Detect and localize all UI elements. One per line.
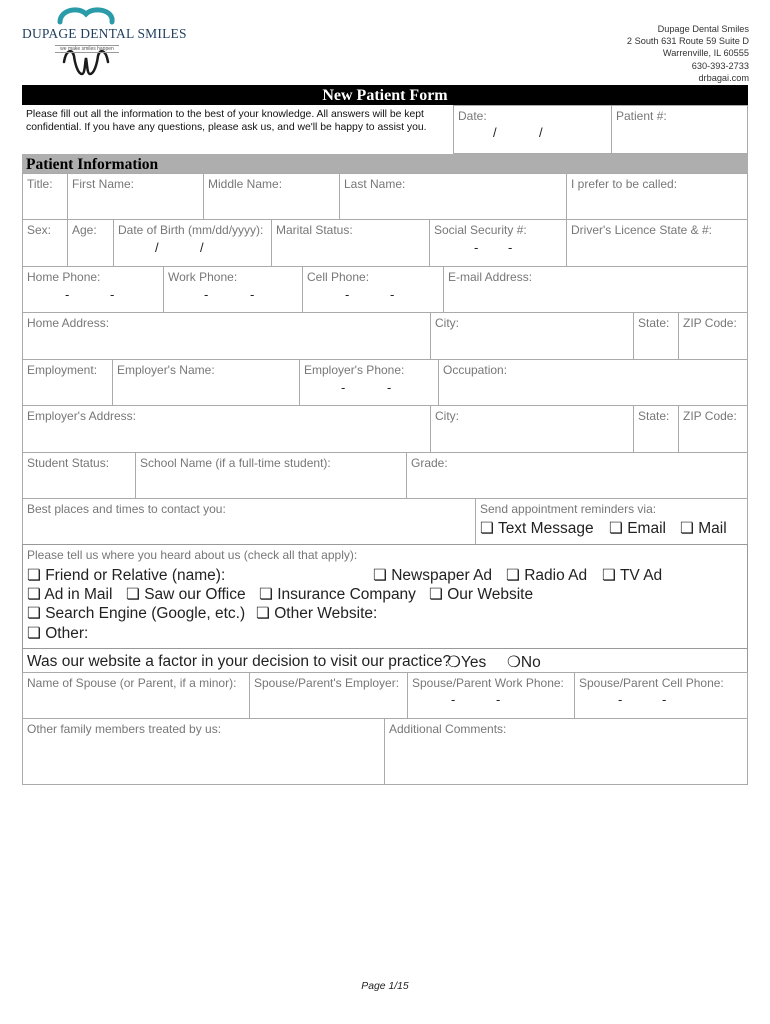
other-checkbox[interactable]	[27, 624, 88, 643]
phone-dash: -	[618, 692, 623, 707]
checkbox-icon: ❏	[609, 520, 623, 537]
checkbox-icon: ❏	[680, 520, 694, 537]
field-label: Date of Birth (mm/dd/yyyy):	[118, 223, 264, 237]
date-slash: /	[493, 125, 497, 140]
field-label: Please tell us where you heard about us (check all that apply):	[27, 548, 358, 562]
website-question	[22, 648, 748, 673]
field-label: Driver's Licence State & #:	[571, 223, 713, 237]
newspaper-checkbox[interactable]	[373, 566, 492, 585]
ad-in-mail-checkbox[interactable]	[27, 585, 112, 604]
dob-slash: /	[155, 240, 159, 255]
website-no-radio[interactable]	[507, 653, 541, 672]
field-label: School Name (if a full-time student):	[140, 456, 331, 470]
insurance-checkbox[interactable]	[259, 585, 416, 604]
phone-dash: -	[65, 287, 70, 302]
preferred-name-field[interactable]	[566, 173, 748, 220]
field-label: Home Phone:	[27, 270, 101, 284]
website-question-text: Was our website a factor in your decision to visit our practice?	[27, 653, 452, 670]
checkbox-icon: ❏	[27, 625, 41, 642]
field-label: E-mail Address:	[448, 270, 533, 284]
field-label: Cell Phone:	[307, 270, 370, 284]
email-field[interactable]	[443, 266, 748, 313]
date-field[interactable]	[453, 105, 612, 154]
field-label: Middle Name:	[208, 177, 283, 191]
grade-field[interactable]	[406, 452, 748, 499]
intro-text: Please fill out all the information to the best of your knowledge. All answers will be kept confidential. If you have any questions, please ask us, and we'll be happy to assist you.	[26, 109, 427, 134]
marital-status-field[interactable]	[271, 219, 430, 267]
option-label: Other:	[45, 625, 89, 642]
phone-dash: -	[390, 287, 395, 302]
dob-slash: /	[200, 240, 204, 255]
checkbox-icon: ❏	[429, 586, 443, 603]
option-label: Email	[627, 520, 666, 537]
friend-checkbox[interactable]	[27, 566, 225, 585]
employer-address-field[interactable]	[22, 405, 431, 453]
address-line: 2 South 631 Route 59 Suite D	[626, 36, 749, 47]
saw-office-checkbox[interactable]	[126, 585, 246, 604]
spouse-cell-phone-field[interactable]	[574, 672, 748, 719]
ssn-field[interactable]	[429, 219, 567, 267]
phone-dash: -	[387, 380, 392, 395]
logo	[22, 6, 187, 80]
website-yes-radio[interactable]	[447, 653, 486, 672]
heard-about-section	[22, 544, 748, 649]
field-label: Name of Spouse (or Parent, if a minor):	[27, 676, 237, 690]
student-status-field[interactable]	[22, 452, 136, 499]
field-label: Employer's Phone:	[304, 363, 405, 377]
middle-name-field[interactable]	[203, 173, 340, 220]
field-label: Sex:	[27, 223, 52, 237]
best-contact-field[interactable]	[22, 498, 476, 545]
reminder-text-checkbox[interactable]	[480, 519, 594, 538]
field-label: ZIP Code:	[683, 316, 737, 330]
cell-phone-field[interactable]	[302, 266, 444, 313]
title-field[interactable]	[22, 173, 68, 220]
city-field[interactable]	[430, 312, 634, 360]
phone-dash: -	[451, 692, 456, 707]
field-label: Employer's Name:	[117, 363, 215, 377]
section-title: Patient Information	[22, 154, 748, 173]
ssn-dash: -	[508, 240, 513, 255]
checkbox-icon: ❏	[506, 567, 520, 584]
search-engine-checkbox[interactable]	[27, 604, 245, 623]
option-label: Yes	[460, 654, 487, 671]
our-website-checkbox[interactable]	[429, 585, 533, 604]
field-label: City:	[435, 316, 459, 330]
form-title: New Patient Form	[22, 85, 748, 105]
option-label: Text Message	[497, 520, 594, 537]
school-name-field[interactable]	[135, 452, 407, 499]
option-label: Friend or Relative (name):	[45, 567, 226, 584]
employer-name-field[interactable]	[112, 359, 300, 406]
checkbox-icon: ❏	[480, 520, 494, 537]
radio-ad-checkbox[interactable]	[506, 566, 587, 585]
reminders-field	[475, 498, 748, 545]
drivers-licence-field[interactable]	[566, 219, 748, 267]
checkbox-icon: ❏	[126, 586, 140, 603]
field-label: Employer's Address:	[27, 409, 137, 423]
reminder-email-checkbox[interactable]	[609, 519, 666, 538]
field-label: Employment:	[27, 363, 98, 377]
sex-field[interactable]	[22, 219, 68, 267]
address-line: drbagai.com	[698, 72, 749, 83]
field-label: City:	[435, 409, 459, 423]
employer-phone-field[interactable]	[299, 359, 439, 406]
phone-dash: -	[204, 287, 209, 302]
field-label: State:	[638, 409, 670, 423]
field-label: State:	[638, 316, 670, 330]
checkbox-icon: ❏	[27, 567, 41, 584]
field-label: Other family members treated by us:	[27, 722, 222, 736]
first-name-field[interactable]	[67, 173, 204, 220]
option-label: Insurance Company	[277, 586, 416, 603]
checkbox-icon: ❏	[373, 567, 387, 584]
field-label: Title:	[27, 177, 53, 191]
option-label: Mail	[698, 520, 727, 537]
patient-number-field[interactable]	[611, 105, 748, 154]
field-label: Spouse/Parent Work Phone:	[412, 676, 564, 690]
date-label: Date:	[458, 109, 487, 123]
option-label: Our Website	[447, 586, 534, 603]
work-phone-field[interactable]	[163, 266, 303, 313]
employer-city-field[interactable]	[430, 405, 634, 453]
checkbox-icon: ❏	[27, 586, 41, 603]
employer-state-field[interactable]	[633, 405, 679, 453]
address-line: 630-393-2733	[691, 60, 749, 71]
phone-dash: -	[110, 287, 115, 302]
family-members-field[interactable]	[22, 718, 385, 785]
field-label: Spouse/Parent Cell Phone:	[579, 676, 724, 690]
option-label: No	[520, 654, 541, 671]
logo-text: DUPAGE DENTAL SMILES	[22, 26, 187, 41]
page-number: Page 1/15	[361, 981, 409, 992]
field-label: Age:	[72, 223, 97, 237]
date-slash: /	[539, 125, 543, 140]
radio-icon: ❍	[507, 654, 521, 671]
patient-number-label: Patient #:	[616, 109, 667, 123]
logo-tagline: we make smiles happen	[55, 45, 119, 53]
field-label: Home Address:	[27, 316, 110, 330]
age-field[interactable]	[67, 219, 114, 267]
option-label: Saw our Office	[144, 586, 246, 603]
option-label: Other Website:	[274, 605, 378, 622]
checkbox-icon: ❏	[602, 567, 616, 584]
checkbox-icon: ❏	[256, 605, 270, 622]
other-website-checkbox[interactable]	[256, 604, 377, 623]
field-label: Send appointment reminders via:	[480, 502, 657, 516]
checkbox-icon: ❏	[27, 605, 41, 622]
field-label: Best places and times to contact you:	[27, 502, 226, 516]
field-label: Spouse/Parent's Employer:	[254, 676, 400, 690]
option-label: Radio Ad	[524, 567, 588, 584]
field-label: Last Name:	[344, 177, 406, 191]
spouse-work-phone-field[interactable]	[407, 672, 575, 719]
option-label: Search Engine (Google, etc.)	[45, 605, 246, 622]
last-name-field[interactable]	[339, 173, 567, 220]
option-label: Newspaper Ad	[391, 567, 493, 584]
field-label: Grade:	[411, 456, 448, 470]
dob-field[interactable]	[113, 219, 272, 267]
phone-dash: -	[345, 287, 350, 302]
employer-zip-field[interactable]	[678, 405, 748, 453]
tv-ad-checkbox[interactable]	[602, 566, 662, 585]
employment-field[interactable]	[22, 359, 113, 406]
address-line: Warrenville, IL 60555	[662, 48, 749, 59]
radio-icon: ❍	[447, 654, 461, 671]
field-label: Occupation:	[443, 363, 508, 377]
tooth-icon	[22, 6, 187, 80]
state-field[interactable]	[633, 312, 679, 360]
phone-dash: -	[341, 380, 346, 395]
additional-comments-field[interactable]	[384, 718, 748, 785]
field-label: Work Phone:	[168, 270, 238, 284]
spouse-employer-field[interactable]	[249, 672, 408, 719]
field-label: First Name:	[72, 177, 135, 191]
field-label: Additional Comments:	[389, 722, 507, 736]
ssn-dash: -	[474, 240, 479, 255]
phone-dash: -	[250, 287, 255, 302]
field-label: ZIP Code:	[683, 409, 737, 423]
field-label: Social Security #:	[434, 223, 527, 237]
reminder-mail-checkbox[interactable]	[680, 519, 727, 538]
field-label: Marital Status:	[276, 223, 353, 237]
address-line: Dupage Dental Smiles	[657, 24, 749, 34]
checkbox-icon: ❏	[259, 586, 273, 603]
home-phone-field[interactable]	[22, 266, 164, 313]
zip-field[interactable]	[678, 312, 748, 360]
home-address-field[interactable]	[22, 312, 431, 360]
field-label: I prefer to be called:	[571, 177, 678, 191]
practice-address	[627, 23, 749, 84]
occupation-field[interactable]	[438, 359, 748, 406]
phone-dash: -	[496, 692, 501, 707]
field-label: Student Status:	[27, 456, 110, 470]
option-label: Ad in Mail	[44, 586, 113, 603]
spouse-name-field[interactable]	[22, 672, 250, 719]
option-label: TV Ad	[619, 567, 663, 584]
phone-dash: -	[662, 692, 667, 707]
